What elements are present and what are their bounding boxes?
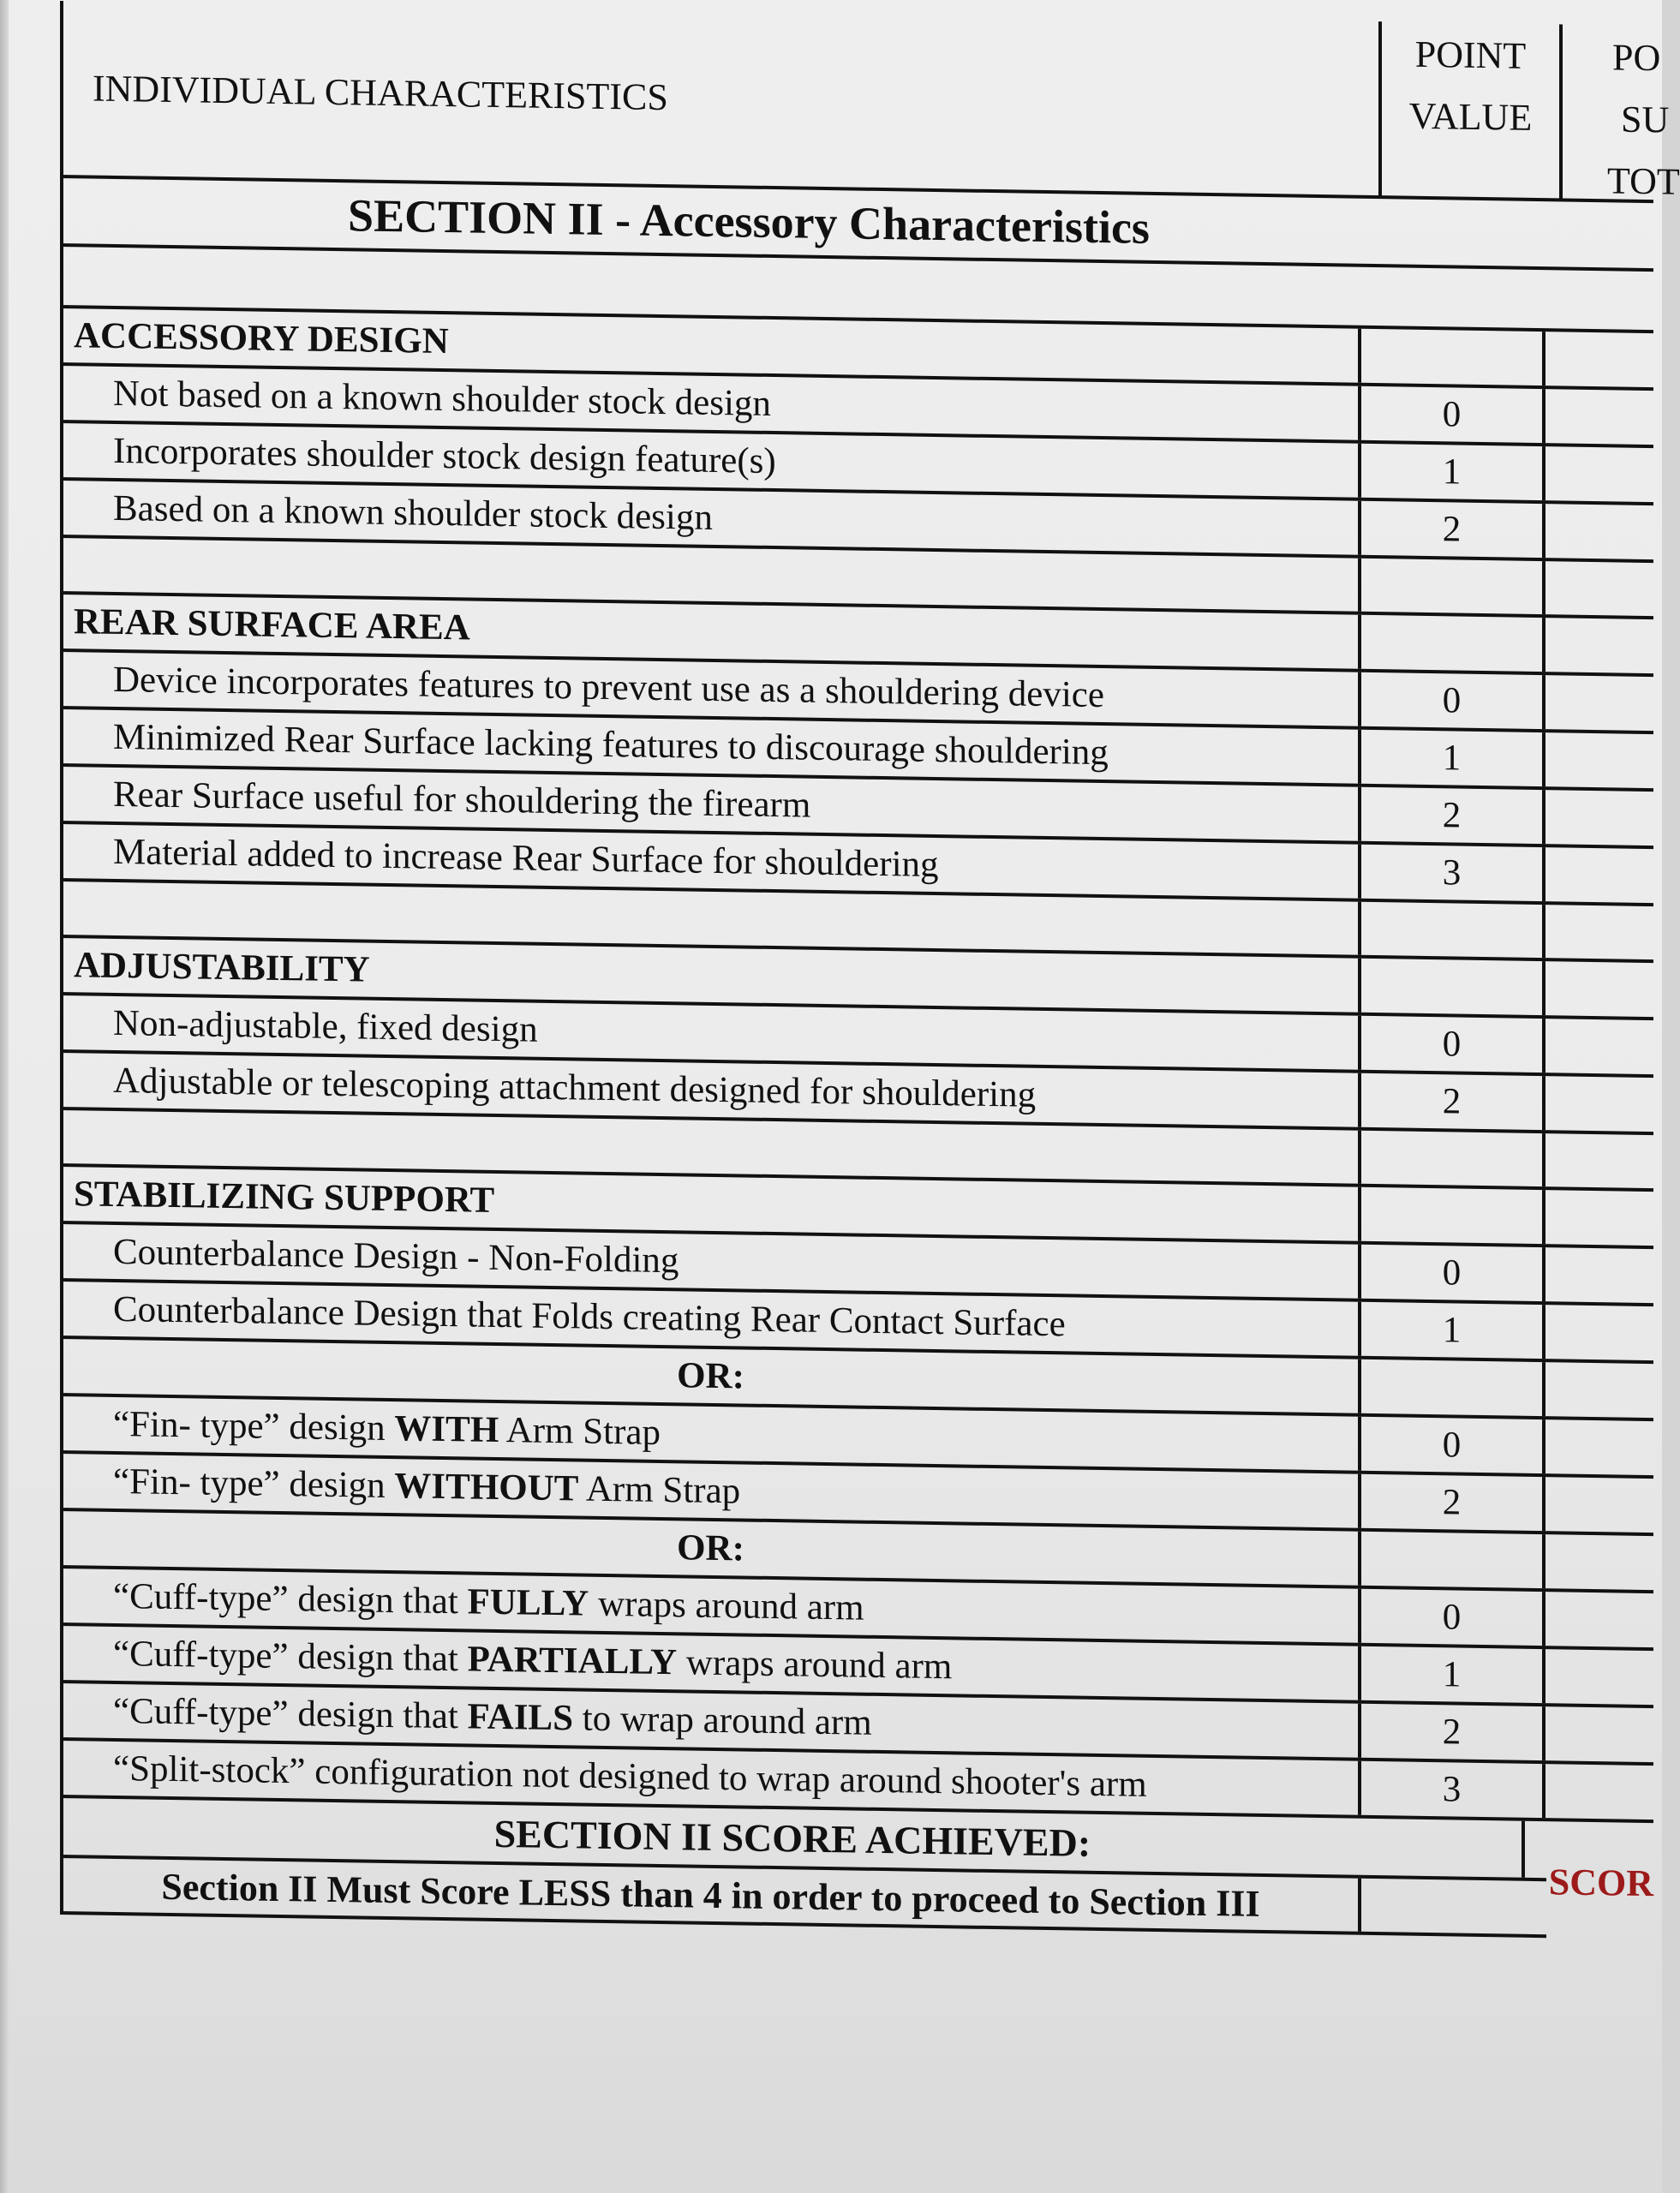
header-title: INDIVIDUAL CHARACTERISTICS bbox=[93, 67, 668, 119]
criterion-label-end: Arm Strap bbox=[499, 1409, 661, 1453]
point-value: 3 bbox=[1361, 1761, 1545, 1818]
criterion-emphasis: WITHOUT bbox=[394, 1466, 579, 1509]
subtotal-cell bbox=[1545, 618, 1653, 673]
criterion-label: Rear Surface useful for shouldering the firearm bbox=[63, 767, 1361, 841]
requirement-label: Section II Must Score LESS than 4 in order to proceed to Section III bbox=[63, 1858, 1361, 1932]
subtotal-cell bbox=[1545, 1305, 1653, 1360]
subtotal-cell bbox=[1545, 1247, 1653, 1303]
criterion-label: Device incorporates features to prevent use as a shouldering device bbox=[63, 652, 1361, 726]
point-value: 2 bbox=[1361, 1474, 1545, 1531]
subtotal-cell bbox=[1545, 675, 1653, 731]
group-heading: ACCESSORY DESIGN bbox=[63, 308, 1361, 383]
subtotal-cell bbox=[1545, 847, 1653, 903]
group-heading: REAR SURFACE AREA bbox=[63, 595, 1361, 669]
subtotal-cell bbox=[1545, 1477, 1653, 1533]
or-label: OR: bbox=[63, 1339, 1361, 1413]
subtotal-cell bbox=[1545, 1534, 1653, 1590]
criterion-label: Non-adjustable, fixed design bbox=[63, 995, 1361, 1070]
point-value: 0 bbox=[1361, 1245, 1545, 1301]
point-value: 1 bbox=[1361, 444, 1545, 500]
subtotal-cell bbox=[1545, 561, 1653, 616]
criterion-label-end: wraps around arm bbox=[589, 1583, 864, 1628]
subtotal-cell bbox=[1545, 732, 1653, 788]
point-value: 0 bbox=[1361, 1589, 1545, 1646]
criterion-label-end: Arm Strap bbox=[578, 1468, 741, 1512]
subtotal-cell bbox=[1545, 905, 1653, 959]
point-value: 0 bbox=[1361, 386, 1545, 443]
subtotal-cell bbox=[1545, 446, 1653, 502]
section-title: SECTION II - Accessory Characteristics bbox=[348, 189, 1150, 254]
group-heading: ADJUSTABILITY bbox=[63, 938, 1361, 1013]
point-value: 2 bbox=[1361, 501, 1545, 558]
criterion-label: Counterbalance Design - Non-Folding bbox=[63, 1224, 1361, 1299]
point-value: 0 bbox=[1361, 672, 1545, 729]
point-value-column-header: POINT VALUE bbox=[1378, 21, 1563, 200]
point-value: 1 bbox=[1361, 730, 1545, 786]
criterion-label: “Fin- type” design bbox=[113, 1403, 395, 1449]
criterion-label: Material added to increase Rear Surface for shouldering bbox=[63, 824, 1361, 899]
criterion-label: Incorporates shoulder stock design feature(s) bbox=[63, 423, 1361, 498]
subtotal-cell bbox=[1545, 790, 1653, 846]
subtotal-cell bbox=[1545, 1362, 1653, 1418]
or-label: OR: bbox=[63, 1511, 1361, 1586]
score-achieved-label: SECTION II SCORE ACHIEVED: bbox=[63, 1798, 1525, 1878]
point-subtotal-column-header: PO SU TOT bbox=[1607, 36, 1680, 203]
scoring-form bbox=[9, 0, 1680, 2022]
criterion-label: “Fin- type” design bbox=[113, 1461, 395, 1507]
criterion-label: “Split-stock” configuration not designed to wrap around shooter's arm bbox=[113, 1748, 1147, 1805]
point-value: 2 bbox=[1361, 1073, 1545, 1130]
subtotal-cell bbox=[1545, 1133, 1653, 1188]
subtotal-cell bbox=[1545, 1190, 1653, 1246]
subtotal-cell bbox=[1545, 389, 1653, 445]
point-value: 2 bbox=[1361, 787, 1545, 844]
criterion-label-end: wraps around arm bbox=[677, 1642, 953, 1688]
criterion-label: Not based on a known shoulder stock design bbox=[63, 366, 1361, 440]
subtotal-cell bbox=[1545, 504, 1653, 559]
criterion-label: “Cuff-type” design that bbox=[113, 1690, 468, 1737]
form-page bbox=[9, 0, 1680, 2193]
subtotal-cell bbox=[1545, 1592, 1653, 1647]
point-value: 2 bbox=[1361, 1704, 1545, 1760]
criterion-label: “Cuff-type” design that bbox=[113, 1633, 468, 1680]
subtotal-cell bbox=[1545, 1649, 1653, 1705]
criterion-emphasis: FAILS bbox=[467, 1696, 574, 1739]
criterion-label: Adjustable or telescoping attachment designed for shouldering bbox=[63, 1053, 1361, 1127]
subtotal-cell bbox=[1545, 1019, 1653, 1074]
point-value: 1 bbox=[1361, 1646, 1545, 1703]
form-header bbox=[60, 1, 1680, 203]
criterion-label: Based on a known shoulder stock design bbox=[63, 481, 1361, 555]
criterion-emphasis: FULLY bbox=[467, 1581, 589, 1624]
criterion-emphasis: WITH bbox=[394, 1408, 499, 1450]
point-value: 1 bbox=[1361, 1302, 1545, 1359]
criterion-label: Counterbalance Design that Folds creating Rear Contact Surface bbox=[63, 1282, 1361, 1356]
criterion-label: Minimized Rear Surface lacking features to discourage shouldering bbox=[63, 709, 1361, 784]
group-heading: STABILIZING SUPPORT bbox=[63, 1167, 1361, 1241]
point-value: 0 bbox=[1361, 1016, 1545, 1073]
criterion-label: “Cuff-type” design that bbox=[113, 1575, 468, 1622]
point-value: 3 bbox=[1361, 845, 1545, 901]
subtotal-cell bbox=[1545, 1706, 1653, 1762]
subtotal-cell bbox=[1545, 1076, 1653, 1132]
subtotal-cell bbox=[1545, 1419, 1653, 1475]
criterion-label-end: to wrap around arm bbox=[573, 1698, 872, 1743]
point-value: 0 bbox=[1361, 1417, 1545, 1473]
subtotal-cell bbox=[1545, 961, 1653, 1017]
score-box-label: SCOR bbox=[1548, 1860, 1653, 1904]
criterion-emphasis: PARTIALLY bbox=[467, 1639, 678, 1683]
subtotal-cell bbox=[1545, 1764, 1653, 1820]
subtotal-cell bbox=[1545, 332, 1653, 387]
